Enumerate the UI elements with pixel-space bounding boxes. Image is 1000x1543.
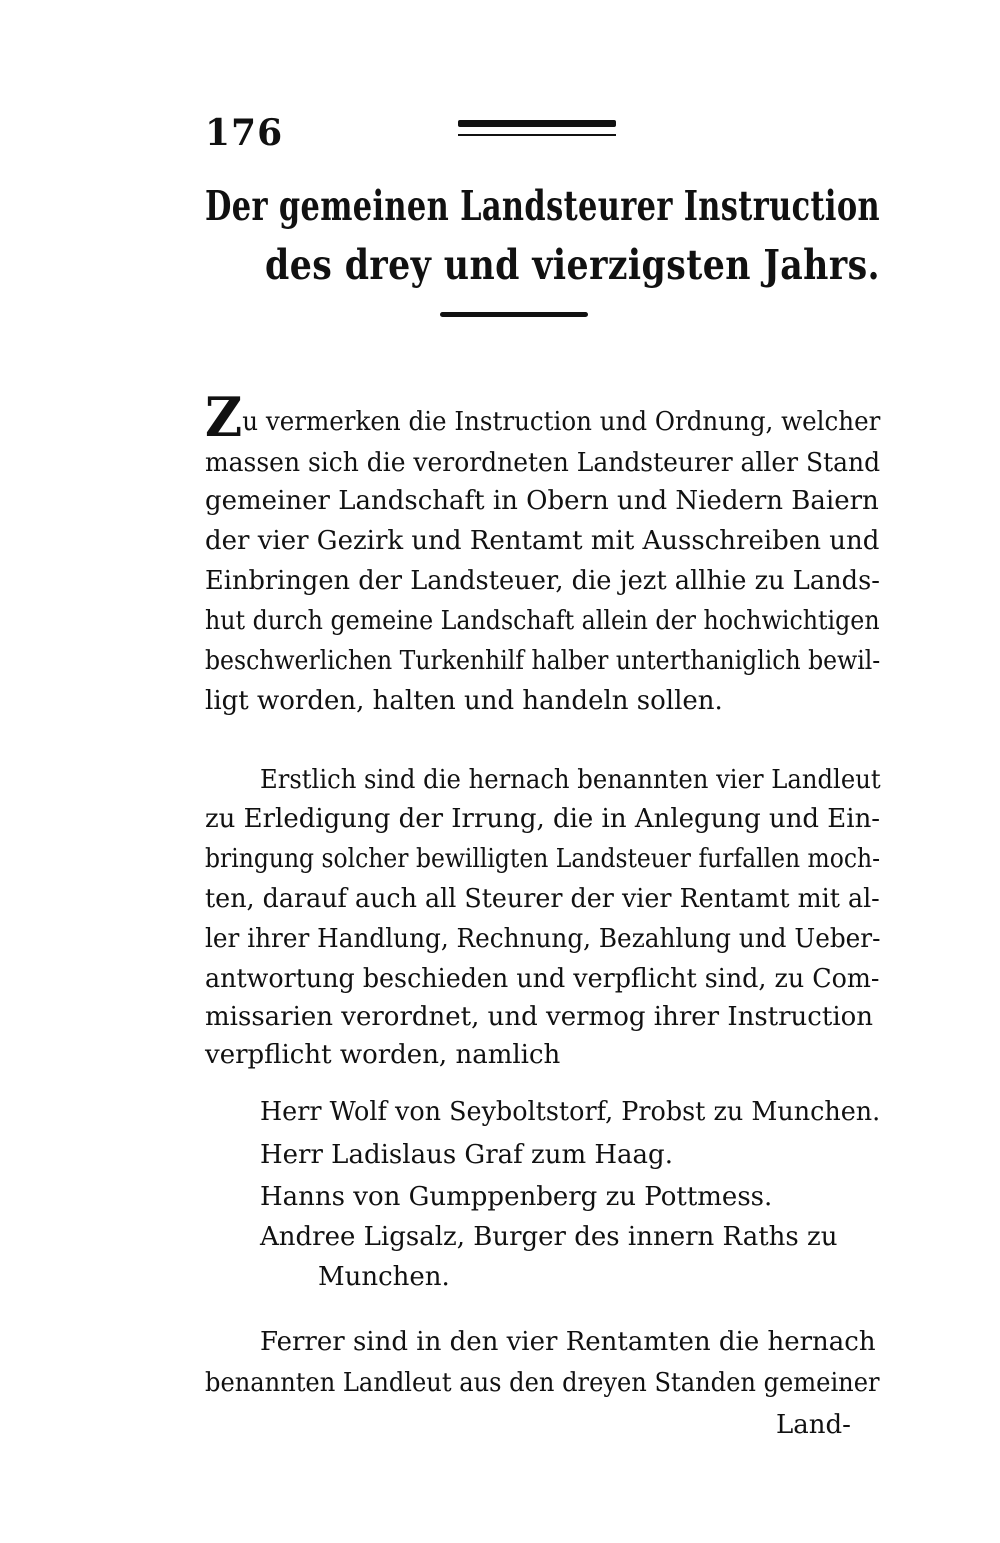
paragraph-1-line-6: hut durch gemeine Landschaft allein der hochwichtigen (205, 606, 880, 636)
paragraph-3-line-2: benannten Landleut aus den dreyen Standen gemeiner (205, 1368, 880, 1398)
commissioner-line-1: Herr Wolf von Seyboltstorf, Probst zu Munchen. (260, 1097, 881, 1127)
commissioner-line-3: Hanns von Gumppenberg zu Pottmess. (260, 1182, 773, 1212)
paragraph-1-line-2: massen sich die verordneten Landsteurer aller Stand (205, 448, 881, 478)
paragraph-2-line-1: Erstlich sind die hernach benannten vier Landleut (260, 765, 881, 795)
paragraph-2-line-7: missarien verordnet, und vermog ihrer Instruction (205, 1002, 874, 1032)
paragraph-1-line-7: beschwerlichen Turkenhilf halber unterthaniglich bewil- (205, 646, 881, 676)
paragraph-1-line-1-text: u vermerken die Instruction und Ordnung, welcher (242, 407, 881, 437)
catchword: Land- (776, 1410, 851, 1440)
header-rule-thick (458, 120, 616, 127)
commissioner-line-5: Munchen. (318, 1262, 450, 1292)
drop-initial: Z (205, 385, 243, 449)
paragraph-2-line-4: ten, darauf auch all Steurer der vier Rentamt mit al- (205, 884, 880, 914)
title-line-1: Der gemeinen Landsteurer Instruction (205, 182, 880, 230)
header-rule (458, 120, 616, 136)
paragraph-2-line-5: ler ihrer Handlung, Rechnung, Bezahlung und Ueber- (205, 924, 881, 954)
commissioner-line-4: Andree Ligsalz, Burger des innern Raths zu (260, 1222, 838, 1252)
paragraph-1-line-5: Einbringen der Landsteuer, die jezt allhie zu Lands- (205, 566, 880, 596)
paragraph-1-line-4: der vier Gezirk und Rentamt mit Ausschreiben und (205, 526, 880, 556)
paragraph-3-line-1: Ferrer sind in den vier Rentamten die hernach (260, 1327, 876, 1357)
paragraph-1-line-8: ligt worden, halten und handeln sollen. (205, 686, 723, 716)
page-number: 176 (205, 112, 284, 154)
title-line-2: des drey und vierzigsten Jahrs. (265, 241, 881, 289)
paragraph-2-line-3: bringung solcher bewilligten Landsteuer furfallen moch- (205, 844, 881, 874)
header-rule-thin (458, 134, 616, 136)
paragraph-2-line-2: zu Erledigung der Irrung, die in Anlegung und Ein- (205, 804, 881, 834)
paragraph-1-line-3: gemeiner Landschaft in Obern und Niedern Baiern (205, 486, 879, 516)
commissioner-line-2: Herr Ladislaus Graf zum Haag. (260, 1140, 673, 1170)
paragraph-1-line-1 (205, 385, 881, 449)
title-ornament (440, 312, 588, 317)
paragraph-2-line-8: verpflicht worden, namlich (205, 1040, 561, 1070)
paragraph-2-line-6: antwortung beschieden und verpflicht sind, zu Com- (205, 964, 880, 994)
